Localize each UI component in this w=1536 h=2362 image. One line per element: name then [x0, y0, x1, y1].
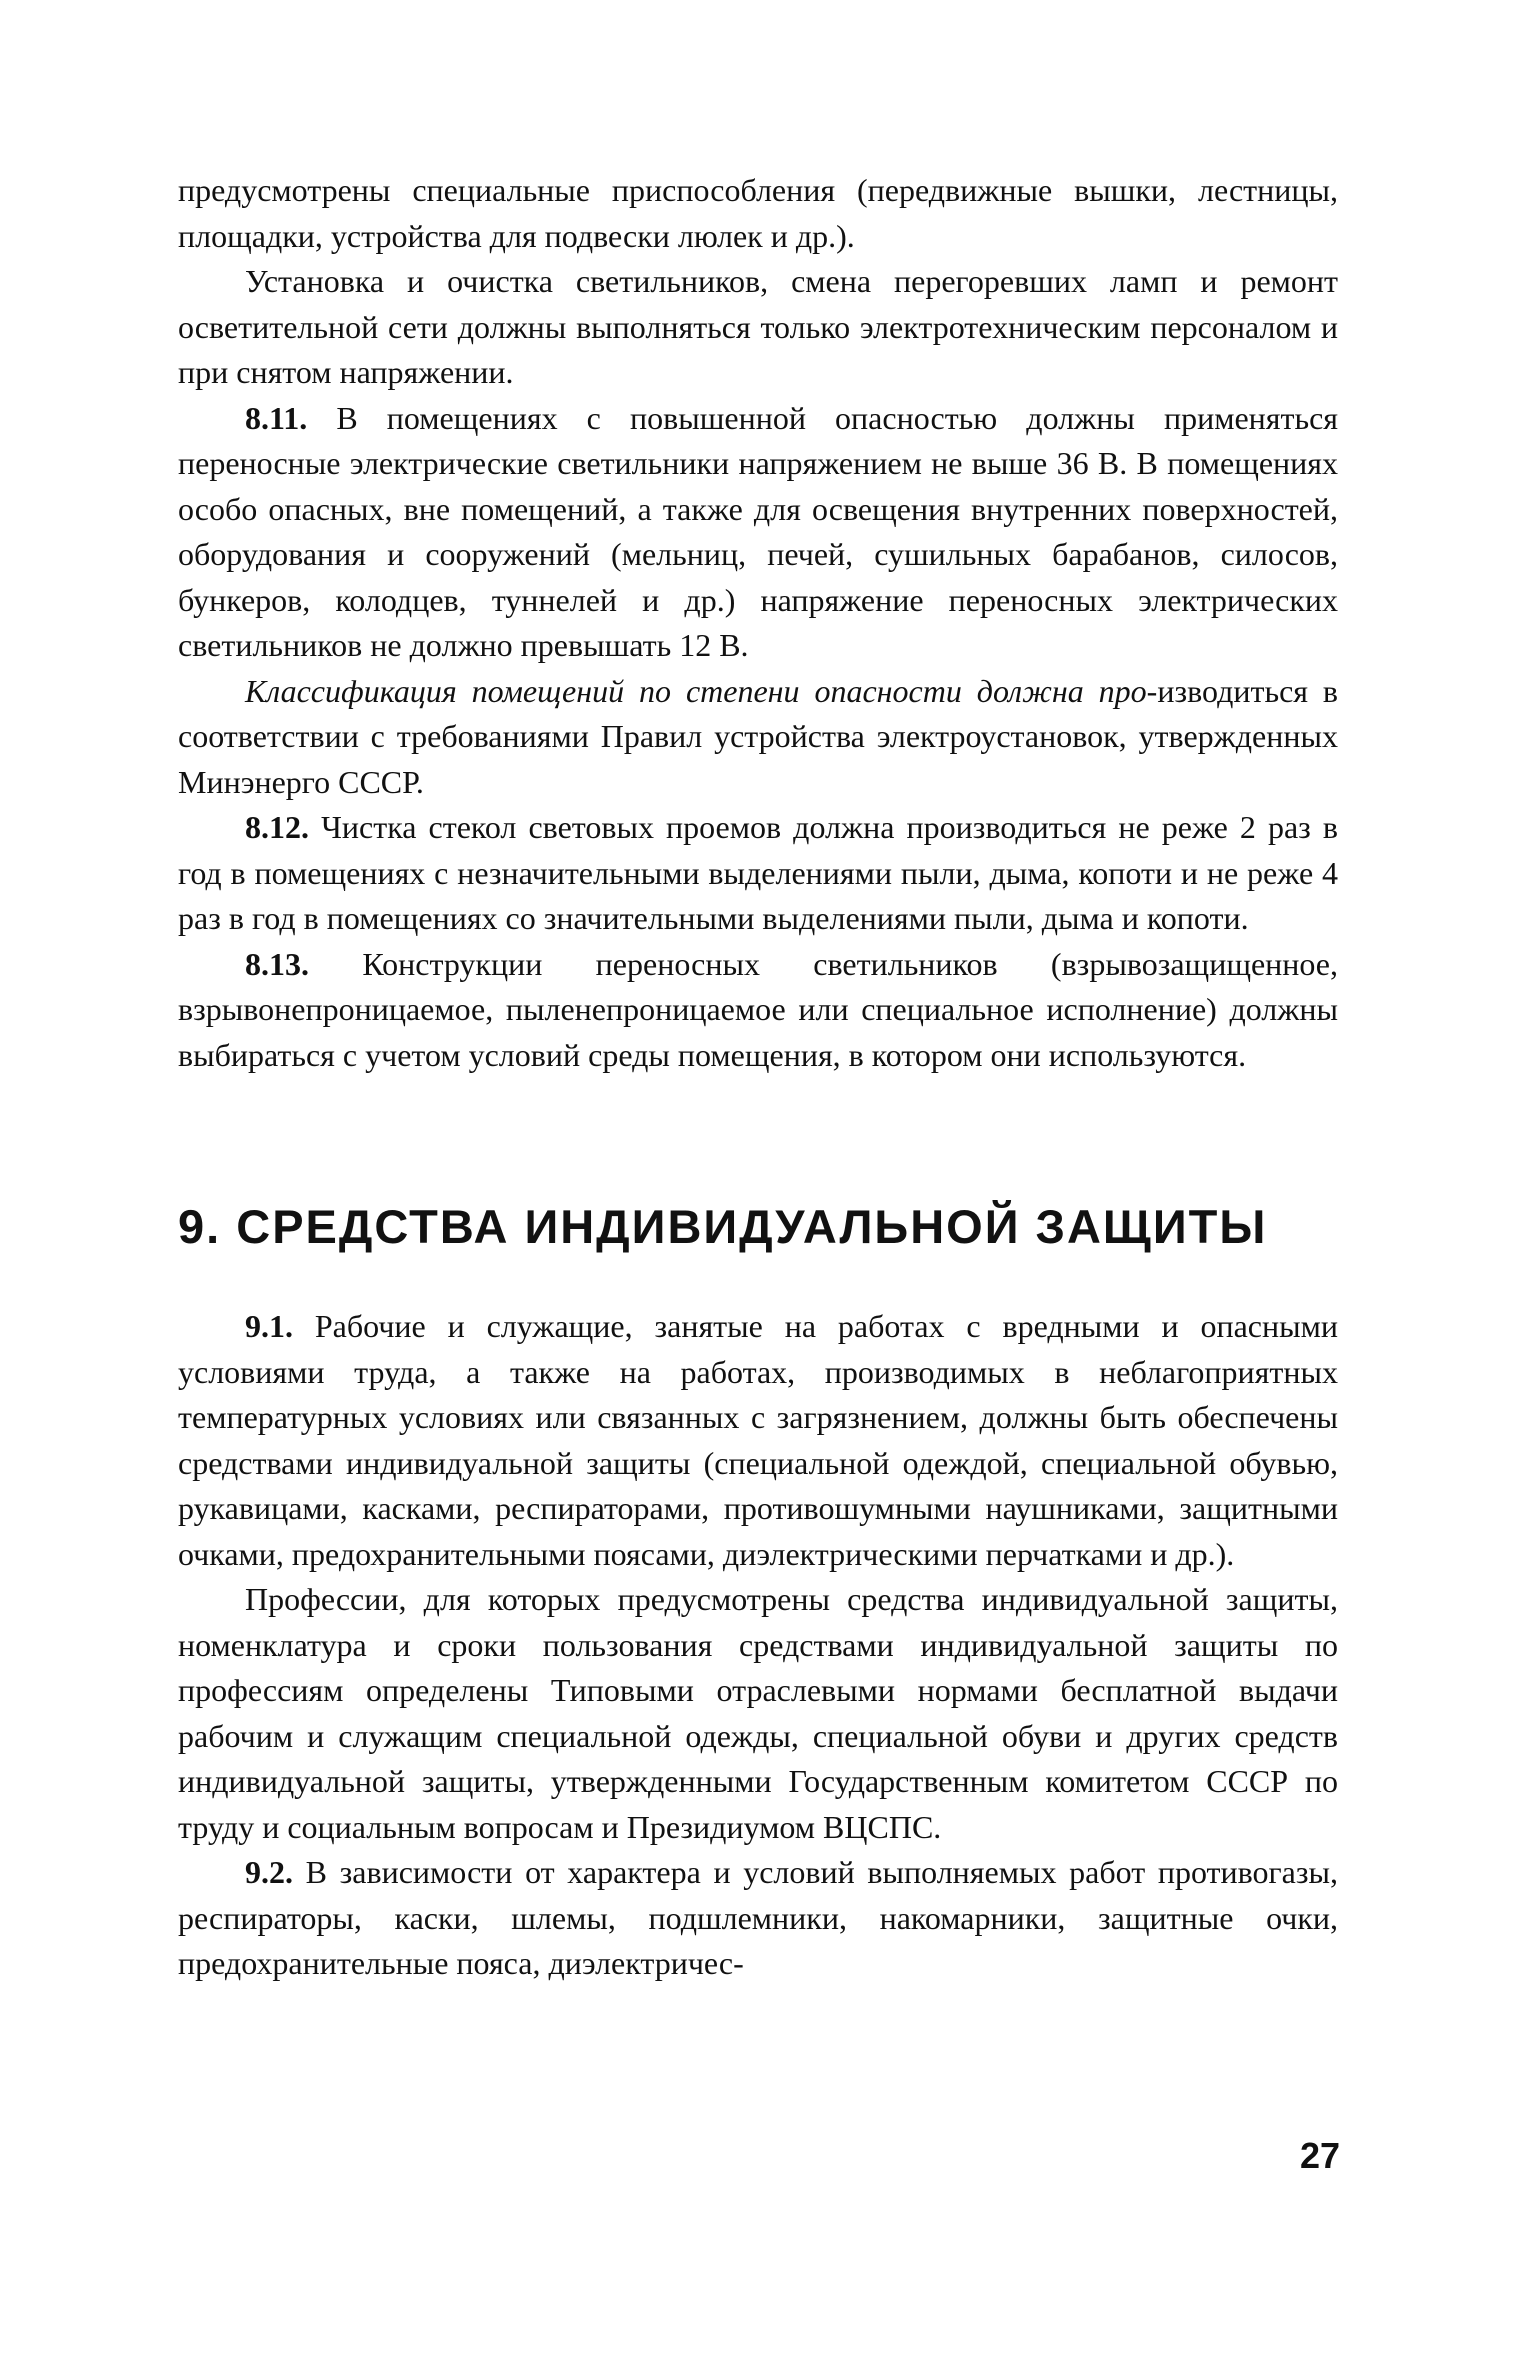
- clause-number: 8.12.: [245, 809, 309, 845]
- paragraph-9-2: [178, 1850, 1338, 1987]
- paragraph-text: Установка и очистка светильников, смена перегоревших ламп и ремонт осветительной сети должны выполняться только электротехническим персоналом и при снятом напряжении.: [178, 263, 1338, 390]
- section-heading: 9. СРЕДСТВА ИНДИВИДУАЛЬНОЙ ЗАЩИТЫ: [178, 1200, 1268, 1253]
- paragraph-lamp-maintenance: [178, 259, 1338, 396]
- clause-number: 9.1.: [245, 1308, 293, 1344]
- clause-number: 8.11.: [245, 399, 308, 436]
- paragraph-text: В помещениях с повышенной опасностью должны применяться переносные электрические светильники напряжением не выше 36 В. В помещениях особо опасных, вне помещений, а также для освещения внутренних поверхностей, оборудования и сооружений (мельниц, печей, сушильных барабанов, силосов, бункеров, колодцев, туннелей и др.) напряжение переносных электрических светильников не должно превышать 12 В.: [178, 399, 1339, 663]
- paragraph-professions: [178, 1577, 1338, 1850]
- paragraph-text: предусмотрены специальные приспособления (передвижные вышки, лестницы, площадки, устройства для подвески люлек и др.).: [178, 172, 1338, 254]
- upper-text-block: [178, 168, 1338, 1078]
- paragraph-classification: [178, 669, 1338, 806]
- paragraph-text: изводиться в соответствии с требованиями Правил устройства электроустановок, утвержденных Минэнерго СССР.: [178, 672, 1339, 800]
- page-number: 27: [1299, 2135, 1340, 2176]
- paragraph-8-13: [178, 942, 1338, 1079]
- clause-number: 9.2.: [245, 1854, 293, 1890]
- paragraph-text: Конструкции переносных светильников (взрывозащищенное, взрывонепроницаемое, пыленепроницаемое или специальное исполнение) должны выбираться с учетом условий среды помещения, в котором они используются.: [178, 945, 1339, 1073]
- paragraph-text: Чистка стекол световых проемов должна производиться не реже 2 раз в год в помещениях с незначительными выделениями пыли, дыма, копоти и не реже 4 раз в год в помещениях со значительными выделениями пыли, дыма и копоти.: [178, 809, 1339, 936]
- italic-text: Классификация помещений по степени опасности должна про-: [245, 672, 1158, 709]
- paragraph-continuation: [178, 168, 1338, 259]
- paragraph-8-11: [178, 396, 1338, 669]
- paragraph-8-12: [178, 805, 1338, 942]
- lower-text-block: [178, 1304, 1338, 1987]
- paragraph-9-1: [178, 1304, 1338, 1577]
- paragraph-text: Профессии, для которых предусмотрены средства индивидуальной защиты, номенклатура и сроки пользования средствами индивидуальной защиты по профессиям определены Типовыми отраслевыми нормами бесплатной выдачи рабочим и служащим специальной одежды, специальной обуви и других средств индивидуальной защиты, утвержденными Государственным комитетом СССР по труду и социальным вопросам и Президиумом ВЦСПС.: [178, 1581, 1338, 1845]
- clause-number: 8.13.: [245, 945, 309, 982]
- paragraph-text: В зависимости от характера и условий выполняемых работ противогазы, респираторы, каски, шлемы, подшлемники, накомарники, защитные очки, предохранительные пояса, диэлектричес-: [178, 1854, 1339, 1981]
- paragraph-text: Рабочие и служащие, занятые на работах с вредными и опасными условиями труда, а также на работах, производимых в неблагоприятных температурных условиях или связанных с загрязнением, должны быть обеспечены средствами индивидуальной защиты (специальной одеждой, специальной обувью, рукавицами, касками, респираторами, противошумными наушниками, защитными очками, предохранительными поясами, диэлектрическими перчатками и др.).: [178, 1308, 1338, 1572]
